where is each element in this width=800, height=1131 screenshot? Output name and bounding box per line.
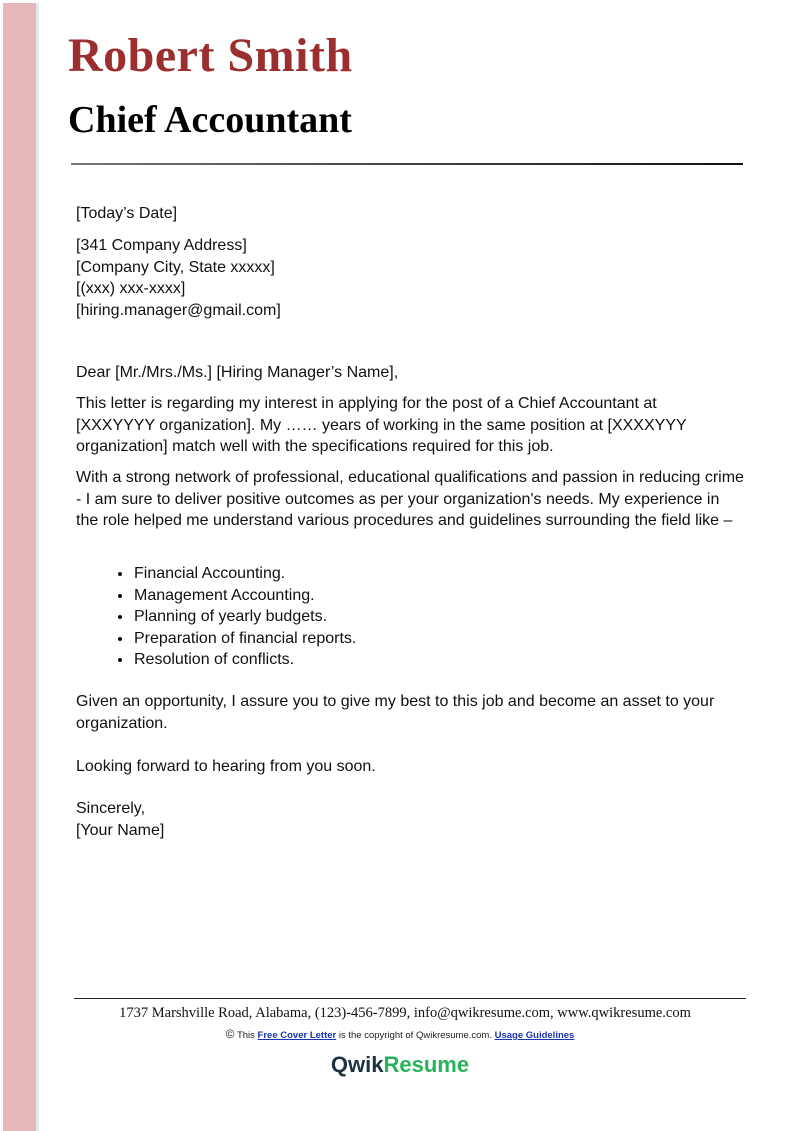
list-item: • Preparation of financial reports. [133, 628, 756, 650]
list-item: • Management Accounting. [133, 585, 756, 607]
footer-divider [74, 998, 746, 999]
decorative-sidebar [3, 3, 39, 1131]
header-divider [71, 163, 743, 165]
copy-text: This [236, 1030, 255, 1041]
paragraph-experience: With a strong network of professional, educational qualifications and passion in reducing crime - I am sure to deliver positive outcomes as per your organization's needs. My experience in the role helped me understand various procedures and guidelines surrounding the field like – [76, 469, 744, 529]
list-item: • Planning of yearly budgets. [133, 606, 756, 628]
copy-text: is the copyright of Qwikresume.com. [338, 1030, 492, 1041]
paragraph-followup: Looking forward to hearing from you soon. [76, 758, 376, 775]
closing: Sincerely, [76, 800, 146, 817]
salutation: Dear [Mr./Mrs./Ms.] [Hiring Manager’s Name], [76, 364, 399, 381]
free-cover-letter-link[interactable]: Free Cover Letter [257, 1030, 337, 1041]
copyright-icon: © [225, 1027, 235, 1041]
signoff [76, 798, 756, 841]
applicant-name: Robert Smith [68, 29, 353, 82]
copyright-notice [0, 1027, 800, 1041]
date: [Today’s Date] [76, 205, 178, 222]
list-item: • Resolution of conflicts. [133, 649, 756, 671]
logo-part: Qwik [330, 1052, 384, 1077]
qwikresume-logo [0, 1052, 800, 1078]
signature: [Your Name] [76, 821, 165, 839]
footer-address: 1737 Marshville Road, Alabama, (123)-456-7899, info@qwikresume.com, www.qwikresume.com [119, 1005, 691, 1021]
paragraph-closing: Given an opportunity, I assure you to give my best to this job and become an asset to your organization. [76, 693, 715, 732]
logo-part: Resume [383, 1052, 470, 1077]
address-line: [(xxx) xxx-xxxx] [76, 280, 186, 297]
job-title: Chief Accountant [68, 99, 352, 141]
address-line: [341 Company Address] [76, 237, 247, 254]
skills-list [76, 563, 756, 671]
address-line: [hiring.manager@gmail.com] [76, 301, 281, 319]
list-item: • Financial Accounting. [133, 563, 756, 585]
address-line: [Company City, State xxxxx] [76, 258, 275, 276]
recipient-address [76, 235, 756, 321]
usage-guidelines-link[interactable]: Usage Guidelines [494, 1030, 575, 1041]
paragraph-intro: This letter is regarding my interest in applying for the post of a Chief Accountant at [XXXYYYY organization]. My …… years of working in the same position at [XXXXYYY organization] match well with the specifications required for this job. [76, 395, 687, 455]
